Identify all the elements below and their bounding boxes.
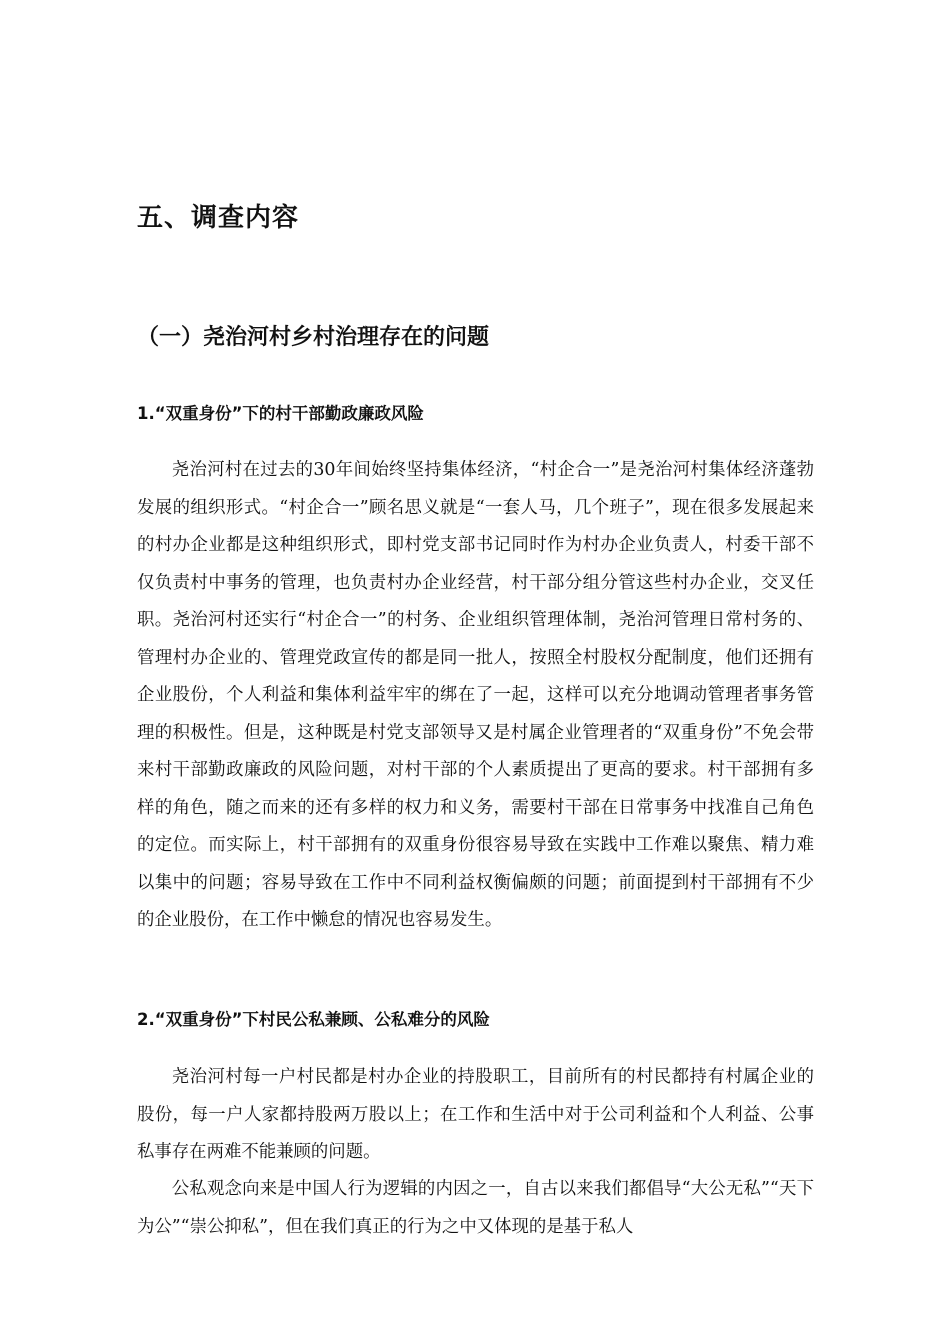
paragraph-2: 尧治河村每一户村民都是村办企业的持股职工，目前所有的村民都持有村属企业的股份，每一户人家都持股两万股以上；在工作和生活中对于公司利益和个人利益、公事私事存在两难不能兼顾的问题。	[137, 1067, 814, 1162]
item-heading-1: 1.“双重身份”下的村干部勤政廉政风险	[137, 404, 424, 423]
section-title: 五、调查内容	[137, 203, 300, 233]
item-heading-2: 2.“双重身份”下村民公私兼顾、公私难分的风险	[137, 1010, 490, 1029]
subsection-title: （一）尧治河村乡村治理存在的问题	[137, 325, 490, 350]
paragraph-1: 尧治河村在过去的30年间始终坚持集体经济，“村企合一”是尧治河村集体经济蓬勃发展的组织形式。“村企合一”顾名思义就是“一套人马，几个班子”，现在很多发展起来的村办企业都是这种组织形式，即村党支部书记同时作为村办企业负责人，村委干部不仅负责村中事务的管理，也负责村办企业经营，村干部分组分管这些村办企业，交叉任职。尧治河村还实行“村企合一”的村务、企业组织管理体制，尧治河管理日常村务的、管理村办企业的、管理党政宣传的都是同一批人，按照全村股权分配制度，他们还拥有企业股份，个人利益和集体利益牢牢的绑在了一起，这样可以充分地调动管理者事务管理的积极性。但是，这种既是村党支部领导又是村属企业管理者的“双重身份”不免会带来村干部勤政廉政的风险问题，对村干部的个人素质提出了更高的要求。村干部拥有多样的角色，随之而来的还有多样的权力和义务，需要村干部在日常事务中找准自己角色的定位。而实际上，村干部拥有的双重身份很容易导致在实践中工作难以聚焦、精力难以集中的问题；容易导致在工作中不同利益权衡偏颇的问题；前面提到村干部拥有不少的企业股份，在工作中懒怠的情况也容易发生。	[137, 460, 814, 930]
paragraph-3: 公私观念向来是中国人行为逻辑的内因之一，自古以来我们都倡导“大公无私”“天下为公”“崇公抑私”，但在我们真正的行为之中又体现的是基于私人	[137, 1179, 814, 1237]
